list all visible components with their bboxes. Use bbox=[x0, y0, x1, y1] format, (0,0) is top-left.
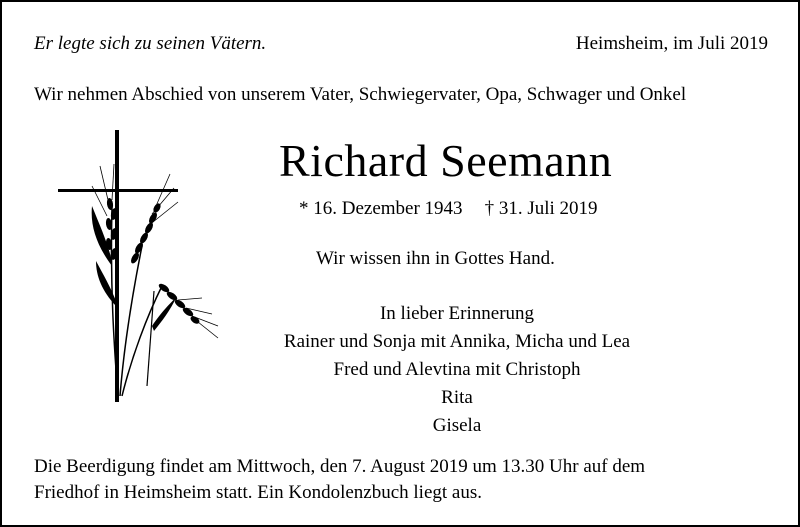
mourners-block bbox=[242, 300, 672, 440]
death-date: † 31. Juli 2019 bbox=[484, 198, 598, 219]
mourner-line: Fred und Alevtina mit Christoph bbox=[333, 359, 581, 380]
verse-text: Er legte sich zu seinen Vätern. bbox=[34, 33, 267, 54]
funeral-info bbox=[34, 454, 734, 506]
mourners-heading: In lieber Erinnerung bbox=[379, 303, 535, 324]
birth-date: * 16. Dezember 1943 bbox=[299, 198, 463, 219]
funeral-line: Die Beerdigung findet am Mittwoch, den 7. August 2019 um 13.30 Uhr auf dem bbox=[34, 456, 646, 477]
mourner-line: Gisela bbox=[432, 415, 482, 436]
mourner-line: Rita bbox=[441, 387, 473, 408]
intro-text: Wir nehmen Abschied von unserem Vater, Schwiegervater, Opa, Schwager und Onkel bbox=[34, 84, 687, 105]
funeral-line: Friedhof in Heimsheim statt. Ein Kondolenzbuch liegt aus. bbox=[34, 482, 483, 503]
cross-with-wheat-icon bbox=[52, 126, 222, 406]
deceased-name: Richard Seemann bbox=[279, 135, 613, 186]
life-dates bbox=[299, 198, 598, 220]
place-date: Heimsheim, im Juli 2019 bbox=[575, 33, 768, 54]
mourner-line: Rainer und Sonja mit Annika, Micha und Lea bbox=[283, 331, 631, 352]
memorial-quote: Wir wissen ihn in Gottes Hand. bbox=[316, 248, 555, 269]
